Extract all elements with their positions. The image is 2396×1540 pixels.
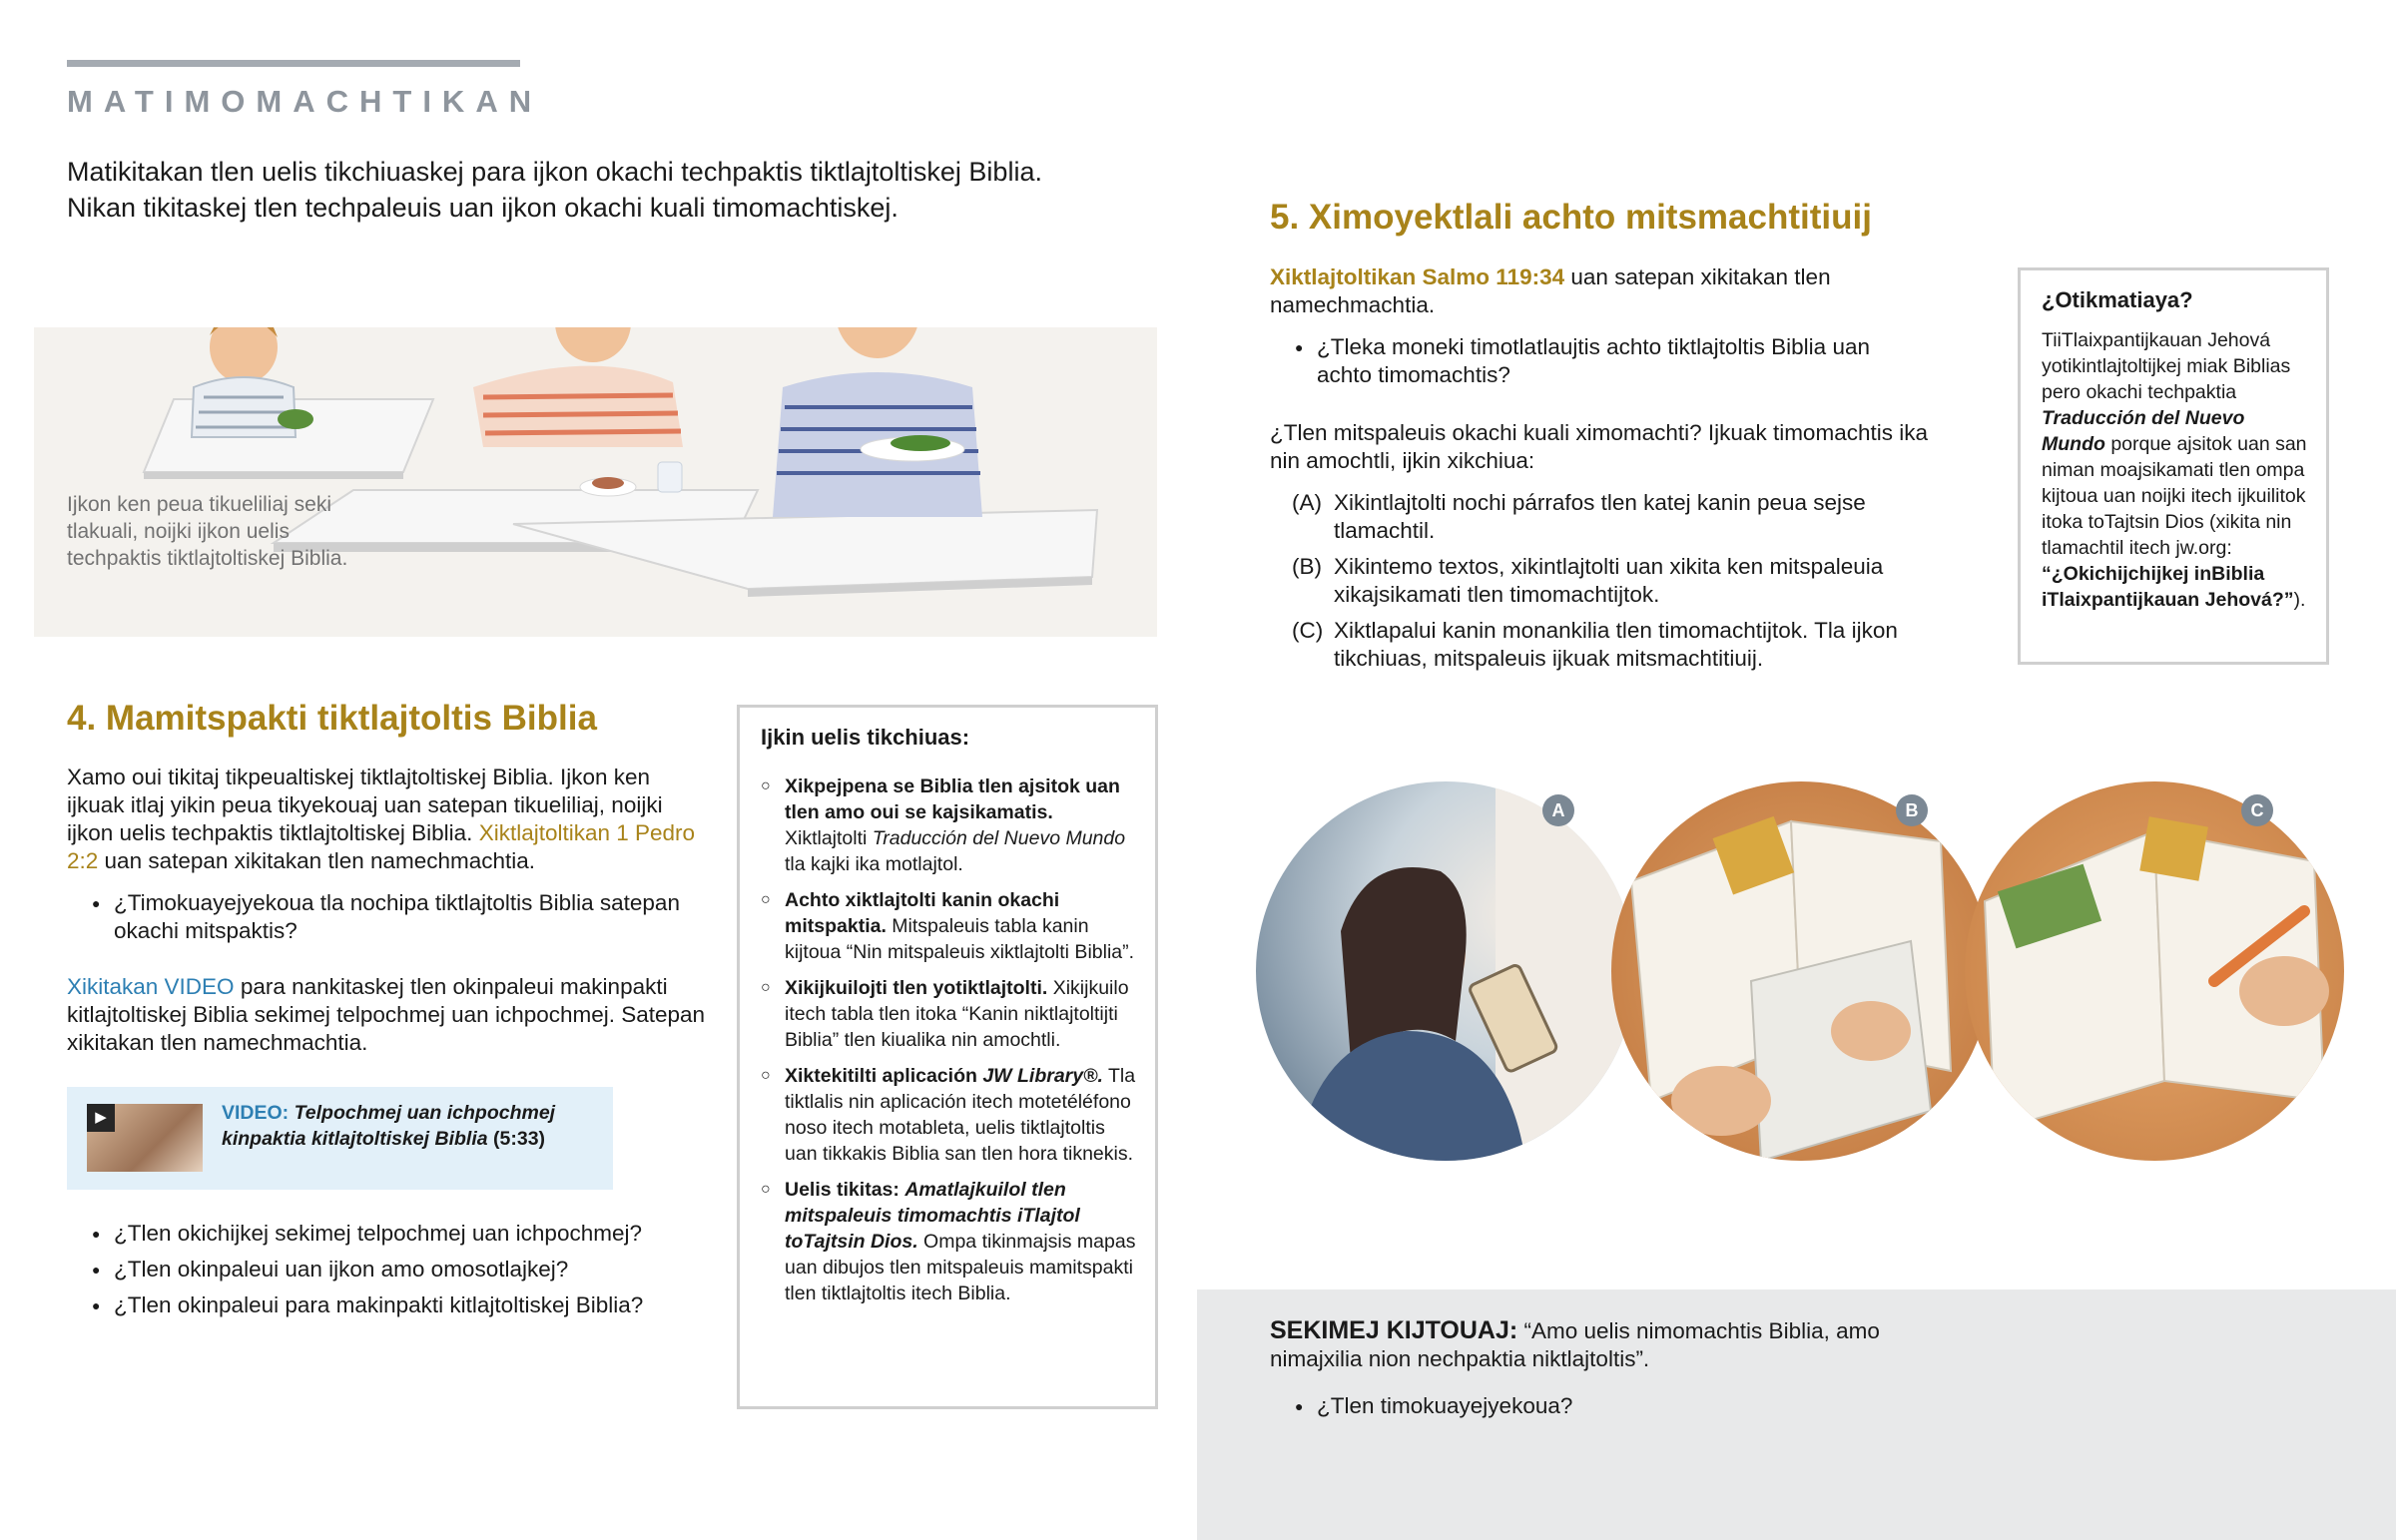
did-you-know-text: [2042, 327, 2311, 613]
tip-item: [761, 1177, 1140, 1306]
tip-item: [761, 887, 1140, 965]
section-4-body: [67, 764, 706, 875]
tip-italic: JW Library®.: [982, 1065, 1103, 1087]
list-item: ● ¿Tlen okinpaleui para makinpakti kitlajtoltiskej Biblia?: [67, 1291, 766, 1319]
tips-box-title: Ijkin uelis tikchiuas:: [761, 725, 970, 750]
video-title: Telpochmej uan ichpochmej kinpaktia kitlajtoltiskej Biblia: [222, 1102, 556, 1150]
intro-line-2: Nikan tikitaskej tlen techpaleuis uan ijkon okachi kuali timomachtiskej.: [67, 193, 898, 223]
tip-text: Xikijkuilo itech tabla tlen itoka “Kanin niktlajtoltijti Biblia” tlen kiualika nin amochtli.: [785, 977, 1129, 1051]
step-text: Xikintlajtolti nochi párrafos tlen katej kanin peua sejse tlamachtil.: [1334, 490, 1866, 543]
list-item: ● ¿Tlen okichijkej sekimej telpochmej uan ichpochmej?: [67, 1220, 766, 1248]
step-text: Xikintemo textos, xikintlajtolti uan xikita ken mitspaleuia xikajsikamati tlen timomachtijtok.: [1334, 554, 1884, 607]
tip-italic: Traducción del Nuevo Mundo: [872, 827, 1126, 849]
illustration-marking-book: [1965, 781, 2344, 1161]
eating-boys-drawing: [34, 327, 1157, 637]
list-item: ● ¿Tleka moneki timotlatlaujtis achto tiktlajtoltis Biblia uan achto timomachtis?: [1270, 333, 1909, 389]
tip-item: [761, 773, 1140, 877]
scripture-reference-link[interactable]: Xiktlajtoltikan Salmo 119:34: [1270, 264, 1565, 289]
section-4-question-list: [67, 889, 706, 953]
tip-item: [761, 1063, 1140, 1167]
intro-paragraph: [67, 154, 1165, 226]
step-item: [1292, 617, 1931, 673]
did-you-know-title: ¿Otikmatiaya?: [2042, 287, 2193, 312]
section-heading: MATIMOMACHTIKAN: [67, 84, 543, 119]
summary-label: SEKIMEJ KIJTOUAJ:: [1270, 1316, 1518, 1344]
summary-question-list: [1270, 1392, 1909, 1428]
step-item: [1292, 553, 1931, 609]
list-item: ● ¿Tlen okinpaleui uan ijkon amo omosotlajkej?: [67, 1256, 766, 1283]
tip-heading: Xikijkuilojti tlen yotiktlajtolti.: [785, 977, 1048, 999]
section-4-body-text: Xamo oui tikitaj tikpeualtiskej tiktlajtoltiskej Biblia. Ijkon ken ijkuak itlaj yikin peua tikyekouaj uan satepan tikueliliaj, noijki ijkon uelis techpaktis tiktlajtoltiskej Biblia.: [67, 765, 663, 845]
badge-c: C: [2241, 794, 2273, 826]
summary-quote: [1270, 1316, 1969, 1373]
video-link[interactable]: Xikitakan VIDEO: [67, 974, 235, 999]
section-4-ref-tail: uan satepan xikitakan tlen namechmachtia.: [104, 848, 536, 873]
video-instruction: [67, 973, 706, 1057]
section-5-question-list: [1270, 333, 1909, 397]
study-steps: [1292, 489, 1931, 681]
step-item: [1292, 489, 1931, 545]
intro-line-1: Matikitakan tlen uelis tikchiuaskej para ijkon okachi techpaktis tiktlajtoltiskej Biblia.: [67, 157, 1042, 187]
section-4-title: 4. Mamitspakti tiktlajtoltis Biblia: [67, 699, 597, 738]
illustration-reading-phone: [1256, 781, 1635, 1161]
aside-link[interactable]: “¿Okichijchijkej inBiblia iTlaixpantijkauan Jehová?”: [2042, 563, 2294, 611]
tip-tail: tla kajki ika motlajtol.: [785, 853, 963, 875]
tip-tail: Ompa tikinmajsis mapas uan dibujos tlen mitspaleuis mamitspakti tlen tiktlajtoltis itech Biblia.: [785, 1231, 1136, 1304]
play-icon[interactable]: ▶: [87, 1104, 115, 1132]
section-4-questions: [67, 1220, 766, 1327]
tip-tail: Tla tiktlalis nin aplicación itech motetéléfono noso itech motableta, uelis tiktlajtoltis uan tikkakis Biblia san tlen hora tiknekis.: [785, 1065, 1136, 1165]
book-pointing-drawing: [1611, 781, 1991, 1161]
tip-heading: Xikpejpena se Biblia tlen ajsitok uan tlen amo oui se kajsikamatis.: [785, 775, 1120, 823]
list-item: ● ¿Tlen timokuayejyekoua?: [1270, 1392, 1909, 1420]
scripture-reference-link[interactable]: Xiktlajtoltikan 1 Pedro 2:2: [67, 820, 696, 873]
aside-italic: Traducción del Nuevo Mundo: [2042, 407, 2245, 455]
video-instruction-text: para nankitaskej tlen okinpaleui makinpakti kitlajtoltiskej Biblia sekimej telpochmej uan ichpochmej. Satepan xikitakan tlen namechmachtia.: [67, 974, 706, 1055]
aside-text-2: porque ajsitok uan san niman moajsikamati tlen ompa kijtoua uan noijki itech ijkuilitok itoka toTajtsin Dios (xikita nin tlamachtil itech jw.org:: [2042, 433, 2307, 559]
video-tag: VIDEO:: [222, 1102, 290, 1124]
illustration-caption: Ijkon ken peua tikueliliaj seki tlakuali, noijki ijkon uelis techpaktis tiktlajtoltiskej Biblia.: [67, 493, 348, 570]
badge-a: A: [1542, 794, 1574, 826]
section-5-reading: [1270, 263, 1929, 319]
summary-quote-text: “Amo uelis nimomachtis Biblia, amo nimajxilia nion nechpaktia niktlajtoltis”.: [1270, 1318, 1880, 1371]
section-5-how: ¿Tlen mitspaleuis okachi kuali ximomachti? Ijkuak timomachtis ika nin amochtli, ijkin xikchiua:: [1270, 420, 1928, 473]
step-letter: (A): [1292, 490, 1322, 515]
girl-reading-drawing: [1256, 781, 1635, 1161]
top-rule: [67, 60, 520, 67]
section-5-ref-tail: uan satepan xikitakan tlen namechmachtia.: [1270, 264, 1831, 317]
badge-b: B: [1896, 794, 1928, 826]
tip-heading: Xiktekitilti aplicación: [785, 1065, 977, 1087]
step-letter: (B): [1292, 554, 1322, 579]
tip-text: Mitspaleuis tabla kanin kijtoua “Nin mitspaleuis xiktlajtolti Biblia”.: [785, 915, 1135, 963]
aside-tail: ).: [2293, 589, 2306, 611]
aside-text-1: TiiTlaixpantijkauan Jehová yotikintlajtoltijkej miak Biblias pero okachi techpaktia: [2042, 329, 2291, 403]
step-text: Xiktlapalui kanin monankilia tlen timomachtijtok. Tla ijkon tikchiuas, mitspaleuis ijkuak mitsmachtitiuij.: [1334, 618, 1898, 671]
tip-heading: Achto xiktlajtolti kanin okachi mitspaktia.: [785, 889, 1060, 937]
video-card-label[interactable]: [222, 1100, 601, 1152]
section-5-title: 5. Ximoyektlali achto mitsmachtitiuij: [1270, 198, 1872, 237]
tips-list: [761, 773, 1140, 1316]
tip-item: [761, 975, 1140, 1053]
eating-illustration: [34, 327, 1157, 637]
tip-heading: Uelis tikitas:: [785, 1179, 899, 1201]
illustration-open-book-pointing: [1611, 781, 1991, 1161]
tip-italic: Amatlajkuilol tlen mitspaleuis timomachtis iTlajtol toTajtsin Dios.: [785, 1179, 1080, 1253]
video-duration: (5:33): [493, 1128, 546, 1150]
step-letter: (C): [1292, 618, 1324, 643]
book-highlighting-drawing: [1965, 781, 2344, 1161]
list-item: ● ¿Timokuayejyekoua tla nochipa tiktlajtoltis Biblia satepan okachi mitspaktis?: [67, 889, 706, 945]
tip-text: Xiktlajtolti: [785, 827, 868, 849]
